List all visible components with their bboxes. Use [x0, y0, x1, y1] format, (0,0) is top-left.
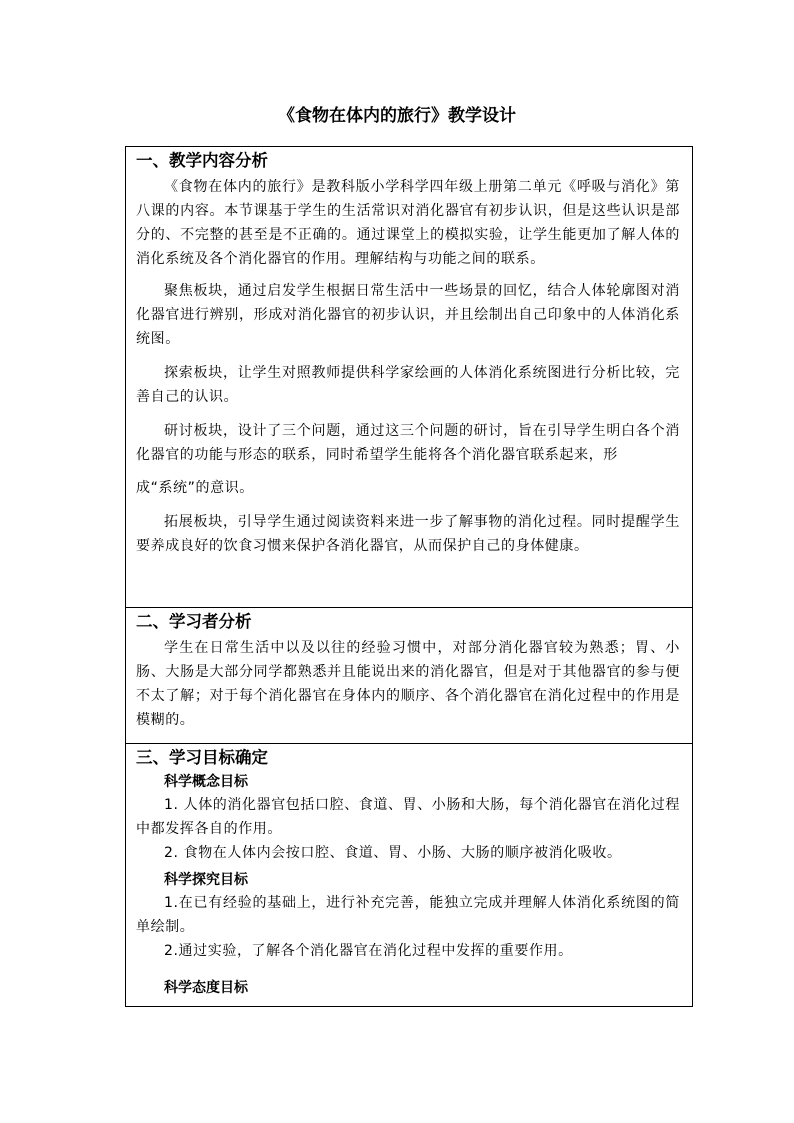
extension-block-paragraph: 拓展板块，引导学生通过阅读资料来进一步了解事物的消化过程。同时提醒学生要养成良好的饮食习惯来保护各消化器官，从而保护自己的身体健康。 [136, 514, 680, 554]
learner-analysis-heading: 二、学习者分析 [136, 612, 252, 631]
discussion-block-paragraph [136, 419, 680, 500]
learning-goals-section [126, 747, 692, 1015]
concept-goal-item: 1. 人体的消化器官包括口腔、食道、胃、小肠和大肠，每个消化器官在消化过程中都发挥各自的作用。 [136, 797, 681, 837]
content-analysis-heading: 一、教学内容分析 [136, 151, 268, 170]
focus-block-paragraph: 聚焦板块，通过启发学生根据日常生活中一些场景的回忆，结合人体轮廓图对消化器官进行辨别，形成对消化器官的初步认识，并且绘制出自己印象中的人体消化系统图。 [136, 283, 680, 347]
discussion-block-text: 研讨板块，设计了三个问题，通过这三个问题的研讨，旨在引导学生明白各个消化器官的功能与形态的联系，同时希望学生能将各个消化器官联系起来，形 [136, 423, 680, 463]
discussion-block-text-end: 成“系统”的意识。 [136, 480, 254, 496]
concept-goals-heading: 科学概念目标 [164, 774, 248, 790]
document-title: 《食物在体内的旅行》教学设计 [278, 106, 516, 126]
learner-analysis-paragraph: 学生在日常生活中以及以往的经验习惯中，对部分消化器官较为熟悉；胃、小肠、大肠是大部分同学都熟悉并且能说出来的消化器官，但是对于其他器官的参与便不太了解；对于每个消化器官在身体内的顺序、各个消化器官在消化过程中的作用是模糊的。 [136, 640, 680, 728]
learner-analysis-section [126, 611, 692, 744]
explore-block-paragraph: 探索板块，让学生对照教师提供科学家绘画的人体消化系统图进行分析比较，完善自己的认识。 [136, 365, 680, 405]
inquiry-goal-item: 1.在已有经验的基础上，进行补充完善，能独立完成并理解人体消化系统图的简单绘制。 [136, 895, 680, 935]
content-analysis-section [126, 150, 692, 608]
design-table [125, 146, 693, 1007]
content-analysis-intro: 《食物在体内的旅行》是教科版小学科学四年级上册第二单元《呼吸与消化》第八课的内容。本节课基于学生的生活常识对消化器官有初步认识，但是这些认识是部分的、不完整的甚至是不正确的。通过课堂上的模拟实验，让学生能更加了解人体的消化系统及各个消化器官的作用。理解结构与功能之间的联系。 [136, 179, 680, 267]
attitude-goals-heading: 科学态度目标 [164, 980, 248, 996]
learning-goals-heading: 三、学习目标确定 [136, 748, 268, 767]
inquiry-goal-item: 2.通过实验，了解各个消化器官在消化过程中发挥的重要作用。 [164, 943, 573, 959]
concept-goal-item: 2. 食物在人体内会按口腔、食道、胃、小肠、大肠的顺序被消化吸收。 [164, 845, 622, 861]
inquiry-goals-heading: 科学探究目标 [164, 872, 248, 888]
